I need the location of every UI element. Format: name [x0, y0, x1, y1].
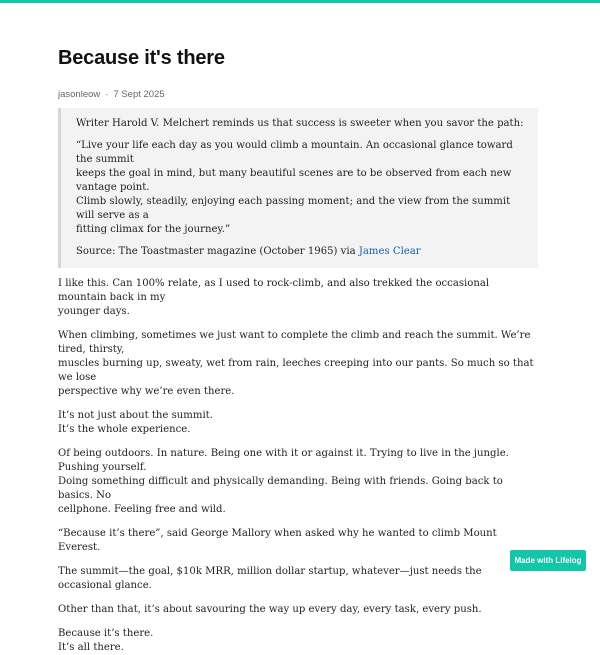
- paragraph: [58, 603, 538, 617]
- paragraph-line: It’s all there.: [58, 642, 124, 653]
- paragraph-line: It’s not just about the summit.: [58, 410, 213, 421]
- james-clear-link[interactable]: James Clear: [358, 246, 421, 257]
- paragraph-line: “Because it’s there”, said George Mallory when asked why he wanted to climb Mount Everest.: [58, 528, 497, 553]
- paragraph-line: cellphone. Feeling free and wild.: [58, 504, 226, 515]
- paragraph-line: The summit—the goal, $10k MRR, million dollar startup, whatever—just needs the occasional glance.: [58, 566, 482, 591]
- quote-line: fitting climax for the journey.”: [76, 224, 231, 235]
- quote-line: keeps the goal in mind, but many beautiful scenes are to be observed from each new vantage point.: [76, 168, 512, 193]
- quote-line: Climb slowly, steadily, enjoying each passing moment; and the view from the summit will serve as a: [76, 196, 511, 221]
- post-meta: [58, 89, 538, 101]
- paragraph: [58, 527, 538, 555]
- quote-source-text: Source: The Toastmaster magazine (October 1965) via: [76, 246, 359, 257]
- paragraph-line: Doing something difficult and physically demanding. Being with friends. Going back to basics. No: [58, 476, 503, 501]
- quote-block: [58, 108, 538, 268]
- paragraph-line: Because it’s there.: [58, 628, 154, 639]
- post-date: 7 Sept 2025: [113, 89, 165, 100]
- meta-separator: ·: [105, 89, 109, 100]
- made-with-lifelog-badge[interactable]: Made with Lifelog: [510, 550, 586, 571]
- paragraph-line: Of being outdoors. In nature. Being one with it or against it. Trying to live in the jungle. Pushing yourself.: [58, 448, 509, 473]
- paragraph-line: perspective why we’re even there.: [58, 386, 235, 397]
- paragraph: [58, 277, 538, 319]
- paragraph: [58, 409, 538, 437]
- paragraph: [58, 447, 538, 517]
- paragraph-line: When climbing, sometimes we just want to complete the climb and reach the summit. We’re tired, thirsty,: [58, 330, 531, 355]
- paragraph: [58, 627, 538, 655]
- top-accent-bar: [0, 0, 600, 3]
- quote-source: [76, 245, 526, 259]
- post-body: [58, 277, 538, 655]
- paragraph-line: I like this. Can 100% relate, as I used to rock-climb, and also trekked the occasional mountain back in my: [58, 278, 490, 303]
- paragraph-line: It’s the whole experience.: [58, 424, 191, 435]
- paragraph-line: Other than that, it’s about savouring the way up every day, every task, every push.: [58, 604, 482, 615]
- paragraph: [58, 329, 538, 399]
- paragraph-line: muscles burning up, sweaty, wet from rain, leeches creeping into our pants. So much so that we lose: [58, 358, 534, 383]
- post-article: [58, 44, 538, 655]
- author-name[interactable]: jasonleow: [58, 89, 101, 100]
- quote-intro: Writer Harold V. Melchert reminds us that success is sweeter when you savor the path:: [76, 118, 524, 129]
- paragraph: [58, 565, 538, 593]
- quote-line: “Live your life each day as you would climb a mountain. An occasional glance toward the summit: [76, 140, 513, 165]
- post-title: Because it's there: [58, 47, 225, 69]
- quote-text: [76, 139, 526, 237]
- paragraph-line: younger days.: [58, 306, 130, 317]
